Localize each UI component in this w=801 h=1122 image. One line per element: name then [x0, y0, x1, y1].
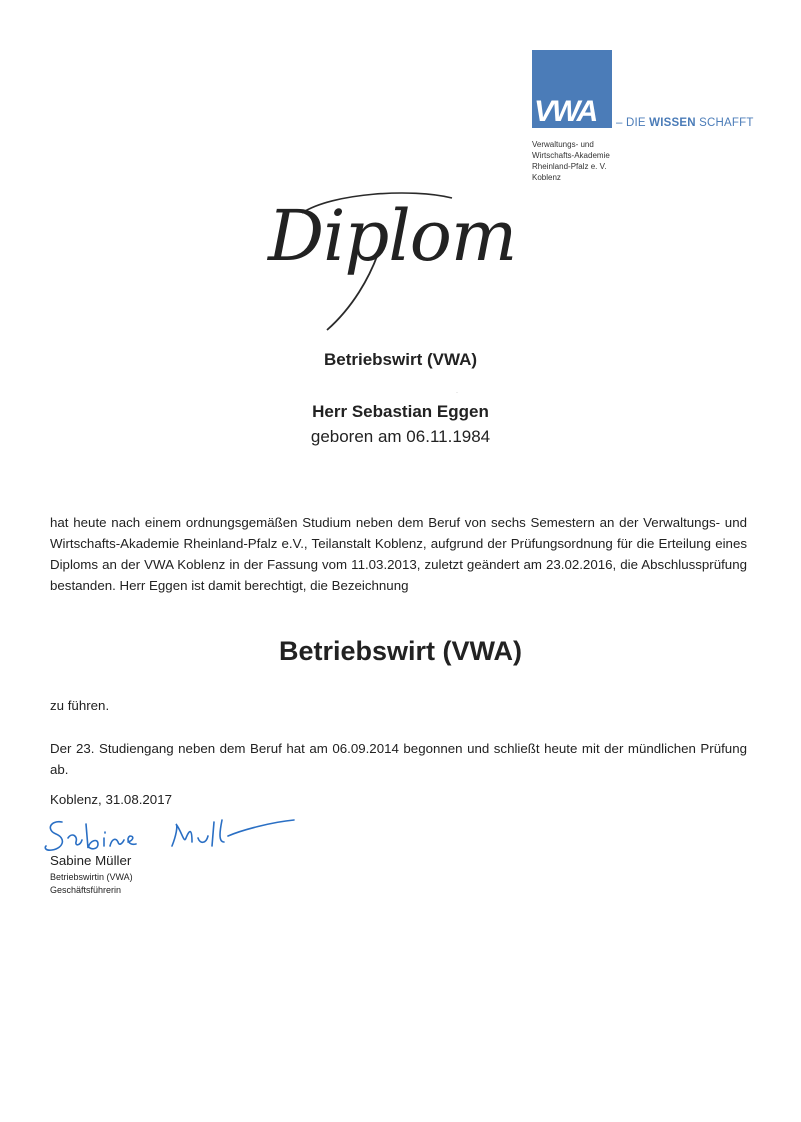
signer-title-line: Geschäftsführerin	[50, 885, 122, 895]
fuehren-text: zu führen.	[50, 698, 110, 713]
vwa-logo-block	[532, 50, 762, 182]
org-line: Koblenz	[532, 173, 561, 182]
org-line: Wirtschafts-Akademie	[532, 151, 610, 160]
place-and-date: Koblenz, 31.08.2017	[50, 792, 172, 807]
degree-title-large: Betriebswirt (VWA)	[278, 636, 523, 666]
scan-speck: ·	[456, 390, 458, 396]
recipient-name: Herr Sebastian Eggen	[312, 402, 489, 421]
vwa-logo-mark: VWA	[534, 95, 597, 128]
signer-titles	[50, 871, 133, 897]
org-line: Rheinland-Pfalz e. V.	[532, 162, 607, 171]
org-line: Verwaltungs- und	[532, 140, 594, 149]
handwritten-signature-icon	[42, 808, 302, 858]
signer-title-line: Betriebswirtin (VWA)	[50, 872, 133, 882]
slogan-bold: WISSEN	[649, 117, 696, 129]
slogan-suffix: SCHAFFT	[699, 117, 754, 129]
diplom-title	[262, 168, 552, 338]
vwa-slogan	[616, 117, 754, 129]
diplom-title-text: Diplom	[268, 195, 517, 277]
signer-name: Sabine Müller	[50, 853, 132, 868]
degree-heading: Betriebswirt (VWA)	[323, 350, 478, 369]
slogan-prefix: – DIE	[616, 117, 646, 129]
vwa-logo-icon	[532, 50, 612, 128]
recipient-birthdate: geboren am 06.11.1984	[310, 427, 491, 446]
course-text: Der 23. Studiengang neben dem Beruf hat am 06.09.2014 begonnen und schließt heute mit der mündlichen Prüfung ab.	[50, 741, 747, 777]
diploma-body-text: hat heute nach einem ordnungsgemäßen Studium neben dem Beruf von sechs Semestern an der Verwaltungs- und Wirtschafts-Akademie Rheinland-Pfalz e.V., Teilanstalt Koblenz, aufgrund der Prüfungsordnung für die Erteilung eines Diploms an der VWA Koblenz in der Fassung vom 11.03.2013, zuletzt geändert am 23.02.2016, die Abschlussprüfung bestanden. Herr Eggen ist damit berechtigt, die Bezeichnung	[50, 515, 747, 593]
